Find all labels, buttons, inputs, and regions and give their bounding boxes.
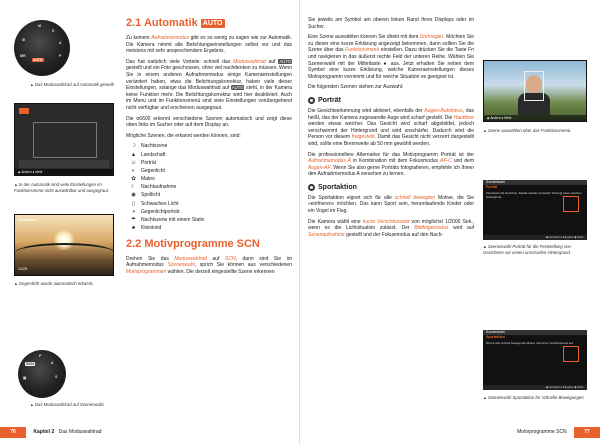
lcd-scene-select-screen <box>483 60 587 122</box>
lcd-auto-bar: ◆ Ändern ● Mehr <box>15 169 113 175</box>
lcd-auto-screen <box>14 103 114 176</box>
portrait-paragraph-2: Die professionellere Alternative für das Motivprogramm Porträt ist der Aufnahmemodus A in Kombination mit dem Fokusmodus AF-C und dem Augen-AF. Wenn Sie also gerne Porträts fotografieren, empfehle ich Ihnen den Aufnahmemodus A versehen zu lernen. <box>308 151 474 178</box>
list-item: ☽ Nachtszene <box>131 143 168 150</box>
list-item: ☂ Nachtszene mit einem Stativ <box>131 217 205 223</box>
auto-badge: AUTO <box>202 20 223 27</box>
section-2-1-paragraph-3: Die α6600 erkennt verschiedene Szenen automatisch und zeigt diese oben links im Sucher oder auf dem Display an. <box>126 115 292 129</box>
caption-portrait: ▲ Szenenwahl Porträt für die Feststellung von Gesichtern vor einem unscharfen Hintergrund. <box>483 244 587 256</box>
right-page <box>300 0 600 444</box>
list-item: ☾ Nachtaufnahme <box>131 184 177 191</box>
right-paragraph-1: Sie jeweils am Symbol am oberen linken Rand Ihres Displays oder im Sucher. <box>308 17 474 30</box>
list-item: ◐ Gegenlicht <box>131 167 165 174</box>
list-item: ◑ Gegenlichtporträt <box>131 208 180 215</box>
section-2-1-paragraph-4: Mögliche Szenen, die erkannt werden können, sind: <box>126 132 241 139</box>
portrait-paragraph-1: Die Gesichtserkennung wird aktiviert, ebenfalls der Augen-Autofokus, das heißt, das der Kamera zugewandte Auge wird scharf gestellt. Die Hauttöne werden etwas weicher. Das Gesicht wird scharf abgebildet, jedoch verschwimmt der Hintergrund und wird unschärfer. Dadurch wird die Person vor diesem freigestellt. Damit das Gesicht nicht verzerrt dargestellt wird, sollte eine Brennweite ab 50 mm gewählt werden. <box>308 107 475 147</box>
list-item: ▯ Schwaches Licht <box>131 200 179 207</box>
backlight-portrait-icon: ◑ <box>131 208 136 215</box>
portrait-icon <box>308 97 315 104</box>
left-text-column <box>126 17 292 280</box>
list-item: ◉ Spotlicht <box>131 192 161 199</box>
list-item: ✿ Makro <box>131 176 155 183</box>
lcd-backlight-screen <box>14 214 114 276</box>
portrait-icon: ☺ <box>130 159 137 166</box>
page-number-left: 76 <box>0 427 26 438</box>
tripod-night-icon: ☂ <box>131 217 136 223</box>
sport-paragraph-1: Die Sportaktion eignet sich für alle schnell bewegten Motive, die Sie »einfrieren« möchten. Das kann Sport sein, herumlaufende Kinder oder ein Vogel im Flug. <box>308 194 475 215</box>
right-paragraph-2: Eine Szene auswählen können Sie direkt mit dem Drehregler. Möchten Sie zu dieser eine kurze Erklärung angezeigt bekommen, dann sollten Sie die Szene über das Funktionsmenü einstellen. Dazu drücken Sie die Taste Fn und navigieren in das äußerst rechte Feld der unteren Reihe. Wählen Sie Szenenwahl mit der Mitteltaste ● aus. Jetzt erhalten Sie neben dem Symbol eine kurze Erklärung, welche Kameraeinstellungen dieses Motivprogramm vornimmt und für welche Situation es geeignet ist. <box>308 34 474 80</box>
mode-dial-scn-image: P A S ▣ SCN <box>18 350 66 398</box>
dial-scn-mark: SCN <box>26 362 35 366</box>
lcd-backlight-value: 1/125 <box>18 267 27 272</box>
sport-heading: Sportaktion <box>308 183 474 192</box>
infant-icon: ♣ <box>131 225 136 232</box>
menu-sport-title: Szenenwahl <box>483 330 587 335</box>
menu-portrait-description: Fokussiert auf Gesichter, Details werden verwischt. Erzeugt einen weichen Hintergrund. <box>486 191 582 199</box>
section-2-2-heading: 2.2 Motivprogramme SCN <box>126 237 260 250</box>
caption-scene-select: ▲ Szene auswählen über das Funktionsmenü. <box>483 128 587 134</box>
footer-section-title: Motivprogramme SCN <box>517 429 567 435</box>
section-2-2-paragraph-1: Drehen Sie das Moduswahlrad auf SCN, dann sind Sie im Aufnahmemodus Szenenwahl, sprich Sie können aus verschiedenen Motivprogrammen wählen. Die derzeit eingestellte Szene erkennen <box>126 255 293 275</box>
menu-portrait-footer: ◆ Auswahl ● Eingabe ◆ Abbr. <box>483 235 587 240</box>
menu-sport-description: Nimmt sich schnell bewegende Motive mit kurzer Verschlusszeit auf. <box>486 341 574 345</box>
menu-sport-footer: ◆ Auswahl ● Eingabe ◆ Abbr. <box>483 385 587 390</box>
scene-list <box>130 143 292 231</box>
section-2-1-heading: 2.1 Automatik AUTO <box>126 17 223 29</box>
right-text-column <box>308 17 474 242</box>
menu-portrait-screen <box>483 180 587 240</box>
menu-sport-item: Sportaktion <box>486 335 505 339</box>
spotlight-icon: ◉ <box>131 192 136 199</box>
portrait-heading: Porträt <box>308 96 474 105</box>
sport-paragraph-2: Die Kamera wählt eine kurze Verschlusszeit von möglichst 1/2000 Sek., wenn es die Lichtsituation zulässt. Der Bildfolgemodus wird auf Serienaufnahme gestellt und der Fokusmodus auf den Nach- <box>308 218 474 238</box>
lcd-scene-select-bar: ◆ Ändern ● Mehr <box>484 115 586 121</box>
caption-dial-auto: ▲ Das Moduswahlrad auf Automatik gestellt <box>30 82 115 88</box>
section-2-1-paragraph-1: Zu keinem Aufnahmemodus gibt es so wenig zu sagen wie zur Automatik. Die Kamera nimmt alle Belichtungseinstellungen selbst vor und das meistens mit sehr ansprechendem Ergebnis. <box>126 35 292 55</box>
dial-auto-mark: AUTO <box>33 58 43 62</box>
list-item: ☺ Porträt <box>130 159 157 166</box>
caption-dial-scn: ▲ Das Moduswahlrad auf Szenenwahl. <box>30 402 115 408</box>
menu-portrait-title: Szenenwahl <box>483 180 587 185</box>
footer-chapter-title: Das Moduswahlrad <box>58 429 102 435</box>
footer-chapter: Kapitel 2 <box>33 429 55 435</box>
page-number-right: 77 <box>574 427 600 438</box>
left-footer <box>0 427 300 438</box>
low-light-icon: ▯ <box>131 200 136 207</box>
right-paragraph-3: Die folgenden Szenen stehen zur Auswahl: <box>308 84 404 91</box>
caption-sport: ▲ Szenenwahl Sportaktion für schnelle Bewegungen. <box>483 395 587 401</box>
night-shot-icon: ☾ <box>131 184 136 191</box>
menu-sport-screen <box>483 330 587 390</box>
list-item: ▲ Landschaft <box>130 151 166 158</box>
menu-portrait-item: Porträt <box>486 185 498 189</box>
backlight-icon: ◐ <box>131 167 136 174</box>
mode-dial-auto-image: M S A P MR ⚙ AUTO <box>14 20 70 76</box>
caption-auto-function-menu: ▲ In der Automatik sind viele Einstellungen im Funktionsmenü nicht auswählbar und ausgegraut. <box>14 182 120 194</box>
sport-action-icon <box>308 184 315 191</box>
landscape-icon: ▲ <box>130 151 137 158</box>
caption-backlight: ▲ Gegenlicht wurde automatisch erkannt. <box>14 281 120 287</box>
right-footer <box>300 427 600 438</box>
section-2-1-paragraph-2: Das hat natürlich viele Vorteile: schnell das Moduswahlrad auf AUTO gestellt und ein Foto geschossen, ohne viel nachdenken zu müssen. Wenn Sie in einem anderen Aufnahmemodus einige Kameraeinstellungen verändert haben, etwa die Belichtungskorrektur, haben viele dieser Einstellungen, solange das Moduswahlrad auf AUTO steht, in der Kamera keine Funktion mehr. Die Belichtungskorrektur wird hier deaktiviert. Auch im Menü und im Funktionsmenü sind viele Einstellungen vorübergehend nicht verfügbar und erscheinen ausgegraut. <box>126 58 292 111</box>
lcd-backlight-label: Gegenlicht <box>18 218 37 222</box>
night-scene-icon: ☽ <box>131 143 136 150</box>
list-item: ♣ Kleinkind <box>131 225 162 232</box>
macro-icon: ✿ <box>131 176 136 183</box>
